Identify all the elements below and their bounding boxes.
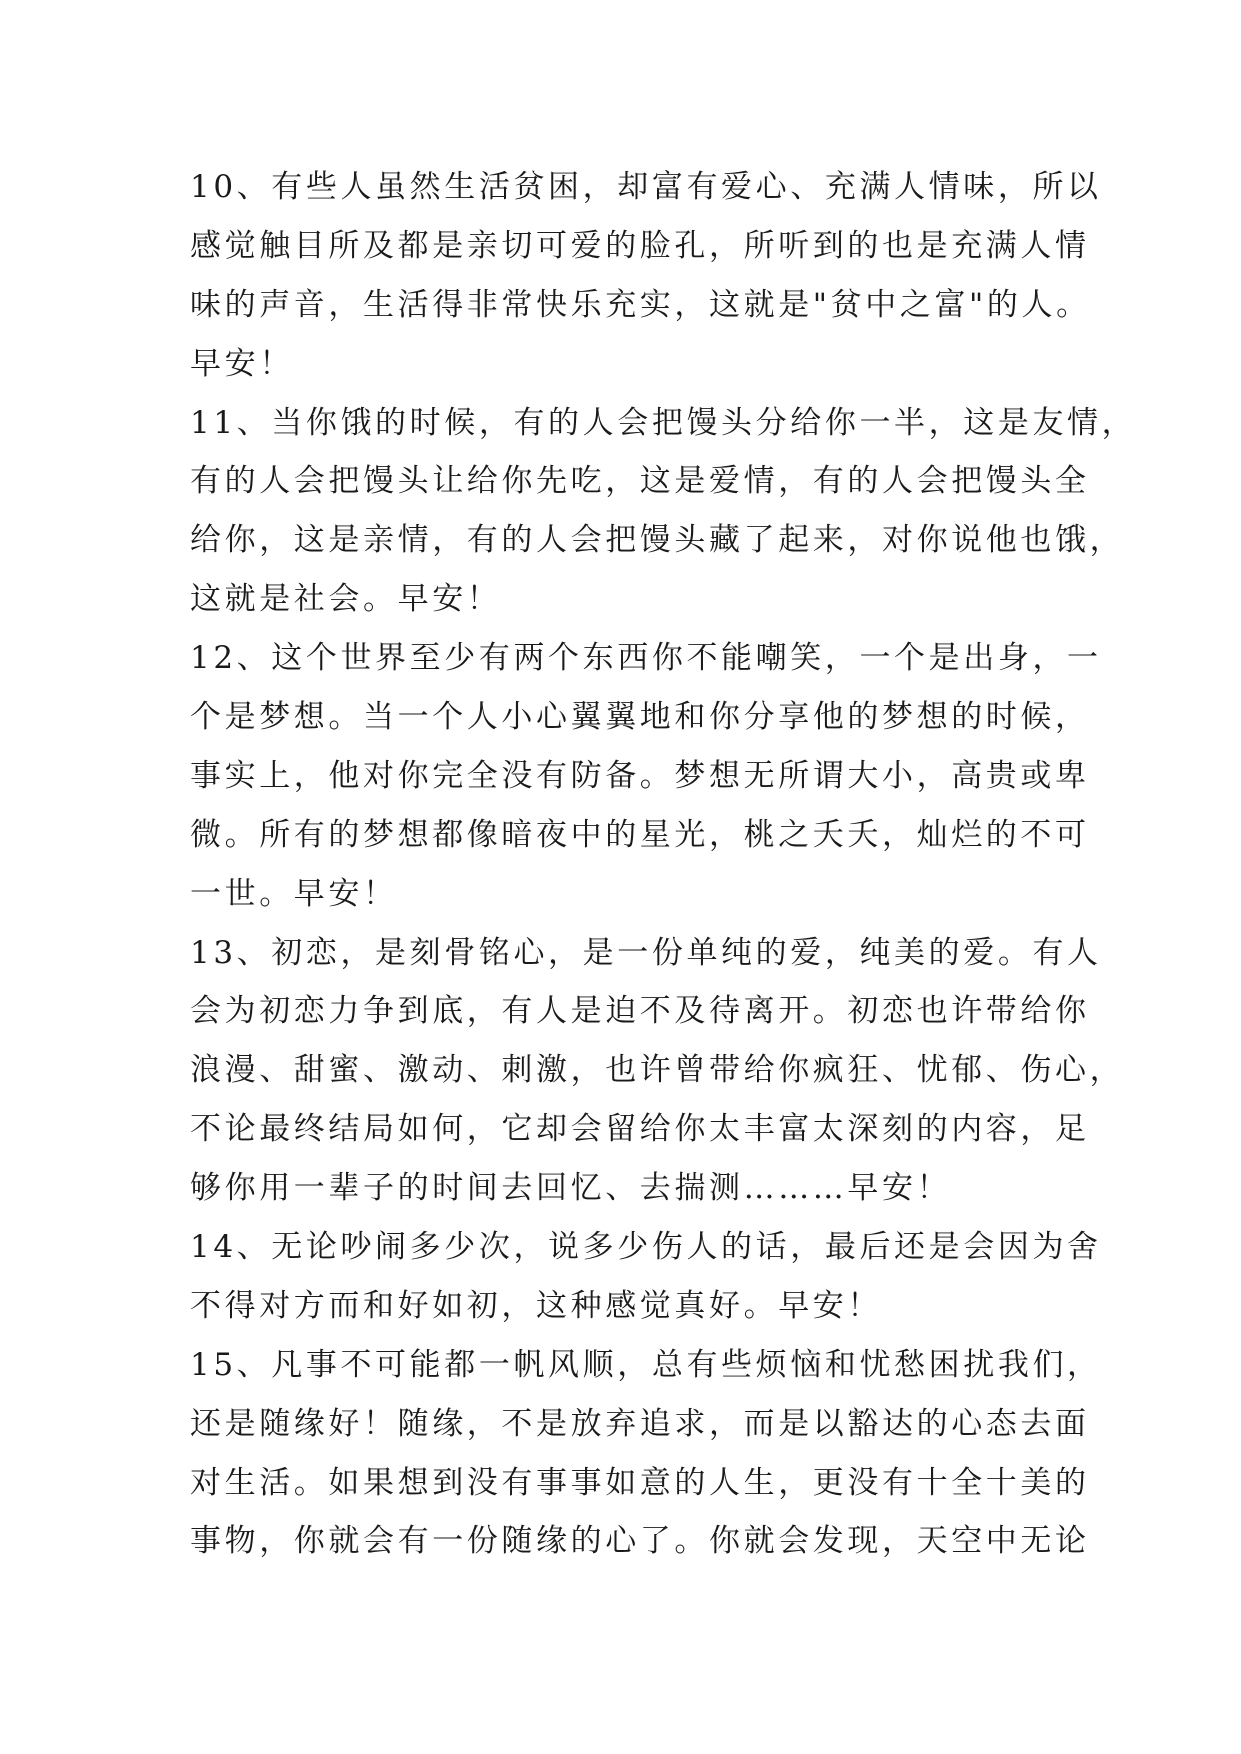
text-line: 浪漫、甜蜜、激动、刺激，也许曾带给你疯狂、忧郁、伤心， — [190, 1052, 1125, 1089]
paragraph-14 — [190, 1218, 1102, 1336]
paragraph-15 — [190, 1336, 1102, 1572]
document-body — [190, 158, 1137, 1571]
text-line: 够你用一辈子的时间去回忆、去揣测………早安！ — [190, 1170, 952, 1207]
text-line: 11、当你饿的时候，有的人会把馒头分给你一半，这是友情， — [190, 404, 1137, 441]
text-line: 对生活。如果想到没有事事如意的人生，更没有十全十美的 — [190, 1464, 1090, 1501]
text-line: 有的人会把馒头让给你先吃，这是爱情，有的人会把馒头全 — [190, 463, 1090, 500]
text-line: 早安！ — [190, 345, 294, 382]
text-line: 12、这个世界至少有两个东西你不能嘲笑，一个是出身，一 — [190, 640, 1102, 677]
text-line: 会为初恋力争到底，有人是迫不及待离开。初恋也许带给你 — [190, 993, 1090, 1030]
paragraph-10 — [190, 158, 1102, 394]
text-line: 这就是社会。早安！ — [190, 581, 502, 618]
text-line: 微。所有的梦想都像暗夜中的星光，桃之夭夭，灿烂的不可 — [190, 816, 1090, 853]
text-line: 给你，这是亲情，有的人会把馒头藏了起来，对你说他也饿， — [190, 522, 1125, 559]
text-line: 不得对方而和好如初，这种感觉真好。早安！ — [190, 1287, 882, 1324]
text-line: 一世。早安！ — [190, 875, 398, 912]
text-line: 14、无论吵闹多少次，说多少伤人的话，最后还是会因为舍 — [190, 1229, 1102, 1266]
text-line: 不论最终结局如何，它却会留给你太丰富太深刻的内容，足 — [190, 1111, 1090, 1148]
text-line: 15、凡事不可能都一帆风顺，总有些烦恼和忧愁困扰我们， — [190, 1346, 1102, 1383]
text-line: 13、初恋，是刻骨铭心，是一份单纯的爱，纯美的爱。有人 — [190, 934, 1102, 971]
text-line: 还是随缘好！随缘，不是放弃追求，而是以豁达的心态去面 — [190, 1405, 1090, 1442]
text-line: 感觉触目所及都是亲切可爱的脸孔，所听到的也是充满人情 — [190, 227, 1090, 264]
text-line: 事物，你就会有一份随缘的心了。你就会发现，天空中无论 — [190, 1523, 1090, 1560]
text-line: 事实上，他对你完全没有防备。梦想无所谓大小，高贵或卑 — [190, 757, 1090, 794]
paragraph-12 — [190, 629, 1102, 923]
paragraph-13 — [190, 924, 1125, 1218]
text-line: 个是梦想。当一个人小心翼翼地和你分享他的梦想的时候， — [190, 699, 1090, 736]
text-line: 10、有些人虽然生活贫困，却富有爱心、充满人情味，所以 — [190, 169, 1102, 205]
text-line: 味的声音，生活得非常快乐充实，这就是"贫中之富"的人。 — [190, 286, 1091, 323]
paragraph-11 — [190, 394, 1137, 630]
